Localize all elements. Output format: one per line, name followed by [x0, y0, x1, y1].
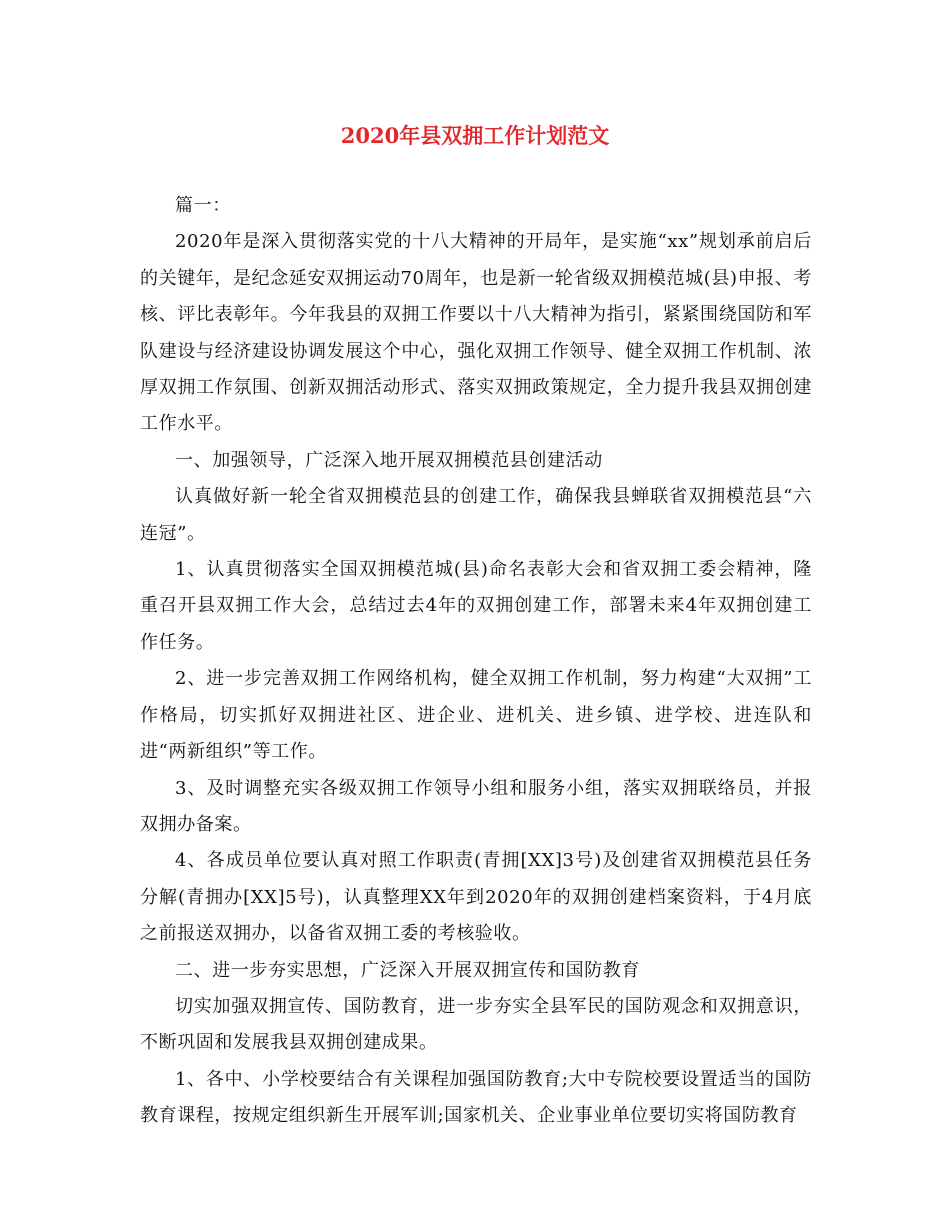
paragraph-section-two-summary: 切实加强双拥宣传、国防教育，进一步夯实全县军民的国防观念和双拥意识，不断巩固和发展我县双拥创建成果。: [140, 995, 812, 1054]
paragraph-part-one-heading: 篇一：: [175, 195, 231, 216]
paragraph-section-one-summary: 认真做好新一轮全省双拥模范县的创建工作，确保我县蝉联省双拥模范县“六连冠”。: [140, 486, 812, 544]
document-title: 2020年县双拥工作计划范文: [340, 123, 610, 148]
section-heading-two: 二、进一步夯实思想，广泛深入开展双拥宣传和国防教育: [175, 959, 640, 981]
document-body: [140, 188, 812, 1135]
list-item-2: 2、进一步完善双拥工作网络机构，健全双拥工作机制，努力构建“大双拥”工作格局，切实抓好双拥进社区、进企业、进机关、进乡镇、进学校、进连队和进“两新组织”等工作。: [140, 668, 812, 763]
list-item-3: 3、及时调整充实各级双拥工作领导小组和服务小组，落实双拥联络员，并报双拥办备案。: [140, 777, 812, 835]
list-item-1: 1、认真贯彻落实全国双拥模范城(县)命名表彰大会和省双拥工委会精神，隆重召开县双拥工作大会，总结过去4年的双拥创建工作，部署未来4年双拥创建工作任务。: [140, 559, 812, 653]
section-heading-one: 一、加强领导，广泛深入地开展双拥模范县创建活动: [175, 449, 603, 471]
list-item-1-section-two: 1、各中、小学校要结合有关课程加强国防教育;大中专院校要设置适当的国防教育课程，按规定组织新生开展军训;国家机关、企业事业单位要切实将国防教育: [140, 1068, 812, 1127]
list-item-4: 4、各成员单位要认真对照工作职责(青拥[XX]3号)及创建省双拥模范县任务分解(青拥办[XX]5号)，认真整理XX年到2020年的双拥创建档案资料，于4月底之前报送双拥办，以备省双拥工委的考核验收。: [140, 850, 812, 945]
paragraph-intro: 2020年是深入贯彻落实党的十八大精神的开局年，是实施“xx”规划承前启后的关键年，是纪念延安双拥运动70周年，也是新一轮省级双拥模范城(县)申报、考核、评比表彰年。今年我县的双拥工作要以十八大精神为指引，紧紧围绕国防和军队建设与经济建设协调发展这个中心，强化双拥工作领导、健全双拥工作机制、浓厚双拥工作氛围、创新双拥活动形式、落实双拥政策规定，全力提升我县双拥创建工作水平。: [140, 231, 812, 435]
